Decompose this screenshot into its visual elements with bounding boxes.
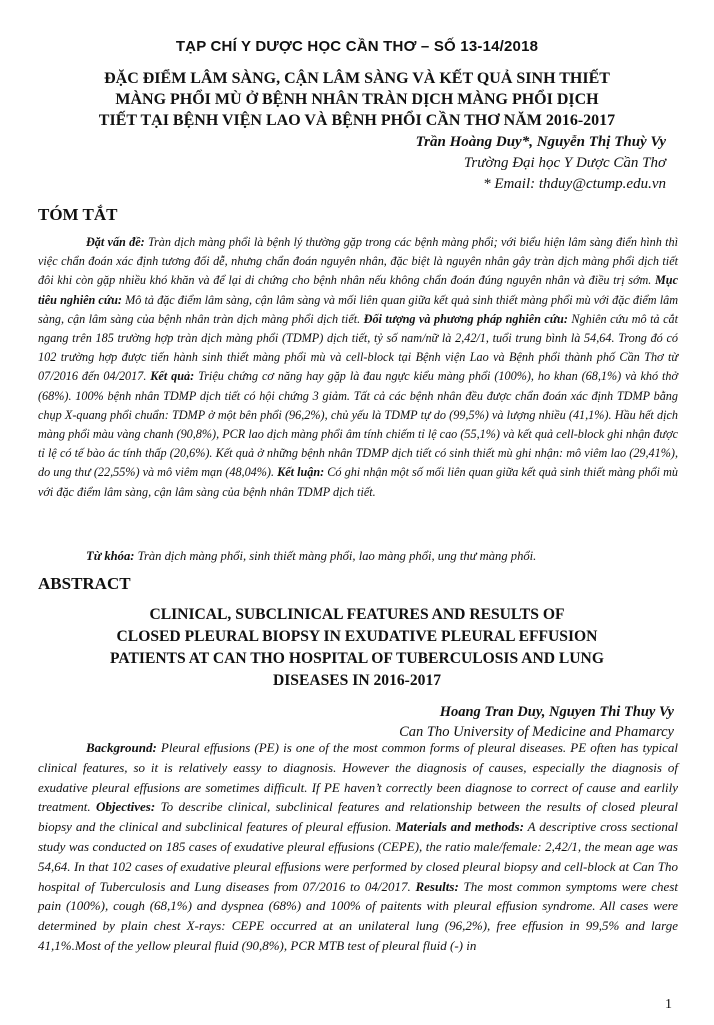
- english-authors: Hoang Tran Duy, Nguyen Thi Thuy Vy: [439, 704, 674, 720]
- english-affiliation: Can Tho University of Medicine and Phamarcy: [399, 724, 674, 740]
- vietnamese-title-line: MÀNG PHỔI MÙ Ở BỆNH NHÂN TRÀN DỊCH MÀNG PHỔI DỊCH: [115, 91, 599, 108]
- page-number: 1: [665, 997, 672, 1012]
- objectives-text: To describe clinical, subclinical features and relationship between the results of closed pleural biopsy and the clinical and subclinical features of pleural effusion.: [38, 799, 679, 835]
- english-title-line: CLINICAL, SUBCLINICAL FEATURES AND RESULTS OF: [149, 606, 565, 623]
- vietnamese-abstract-body: [38, 233, 678, 502]
- vietnamese-keywords: [38, 547, 678, 566]
- ket-luan-text: Có ghi nhận một số mối liên quan giữa kết quả sinh thiết màng phổi mù với đặc điểm lâm sàng, cận lâm sàng của bệnh nhân TDMP dịch tiết.: [38, 465, 678, 499]
- vietnamese-title-line: ĐẶC ĐIỂM LÂM SÀNG, CẬN LÂM SÀNG VÀ KẾT QUẢ SINH THIẾT: [104, 70, 610, 87]
- keywords-label: Từ khóa:: [86, 549, 135, 563]
- author-email: * Email: thduy@ctump.edu.vn: [483, 176, 666, 192]
- muc-tieu-text: Mô tả đặc điểm lâm sàng, cận lâm sàng và mối liên quan giữa kết quả sinh thiết màng phổi mù với đặc điểm lâm sàng, cận lâm sàng của bệnh nhân tràn dịch màng phổi dịch tiết.: [38, 292, 678, 326]
- english-title-line: PATIENTS AT CAN THO HOSPITAL OF TUBERCULOSIS AND LUNG: [110, 650, 604, 667]
- muc-tieu-label: Mục tiêu nghiên cứu:: [38, 273, 678, 307]
- methods-text: A descriptive cross sectional study was conducted on 185 cases of exudative pleural effusions (CEPE), the ratio male/female: 2,42/1, the mean age was 54,64. In that 102 cases of exudative pleural effusions were performed by closed pleural biopsy and cell-block at Can Tho hospital of Tuberculosis and Lung diseases from 07/2016 to 04/2017.: [38, 819, 678, 894]
- tom-tat-heading: TÓM TẮT: [38, 205, 118, 224]
- vietnamese-authors: Trần Hoàng Duy*, Nguyễn Thị Thuỳ Vy: [415, 134, 666, 150]
- english-title-line: CLOSED PLEURAL BIOPSY IN EXUDATIVE PLEURAL EFFUSION: [116, 628, 598, 645]
- vietnamese-affiliation: Trường Đại học Y Dược Cần Thơ: [463, 155, 666, 171]
- keywords-text: Tràn dịch màng phổi, sinh thiết màng phổi, lao màng phổi, ung thư màng phổi.: [134, 549, 537, 563]
- results-label: Results:: [415, 878, 459, 894]
- ket-qua-text: Triệu chứng cơ năng hay gặp là đau ngực kiểu màng phổi (100%), ho khan (68,1%) và khó thở (68%). 100% bệnh nhân TDMP dịch tiết có hội chứng 3 giảm. Tất cả các bệnh nhân đều được chẩn đoán xác định TDMP bằng chụp X-quang phổi chuẩn: TDMP ở một bên phổi (96,2%), chủ yếu là TDMP tự do (99,5%) và lượng nhiều (41,1%). Hầu hết dịch màng phổi màu vàng chanh (90,8%), PCR lao dịch màng phổi âm tính chiếm tỉ lệ cao (55,1%) và kết quả cell-block ghi nhận được tỉ lệ có tế bào ác tính thấp (20,6%). Kết quả ở những bệnh nhân TDMP dịch tiết có sinh thiết mù ghi nhận: mô viêm lao (29,41%), do ung thư (22,55%) và mô viêm mạn (48,04%).: [38, 369, 679, 480]
- journal-header: TẠP CHÍ Y DƯỢC HỌC CẦN THƠ – SỐ 13-14/2018: [175, 38, 539, 55]
- english-title-line: DISEASES IN 2016-2017: [272, 672, 442, 689]
- background-label: Background:: [86, 740, 157, 755]
- methods-label: Materials and methods:: [395, 819, 524, 835]
- results-text: The most common symptoms were chest pain (100%), cough (68,1%) and dyspnea (68%) and 100% of paitents with pleural effusion syndrome. All cases were determined by plain chest X-rays: CEPE occurred at an unilateral lung (96,2%), free effusion in 99,5% and large 41,1%.Most of the yellow pleural fluid (90,8%), PCR MTB test of pleural fluid (-) in: [38, 878, 678, 953]
- english-author-block: [114, 702, 674, 742]
- dat-van-de-label: Đặt vấn đề:: [86, 235, 145, 249]
- abstract-heading: ABSTRACT: [38, 574, 131, 593]
- vietnamese-title-line: TIẾT TẠI BỆNH VIỆN LAO VÀ BỆNH PHỔI CẦN THƠ NĂM 2016-2017: [98, 112, 616, 129]
- english-title: [40, 604, 674, 692]
- vietnamese-title: [40, 68, 674, 131]
- doi-tuong-label: Đối tượng và phương pháp nghiên cứu:: [363, 311, 568, 326]
- vietnamese-author-block: [106, 132, 666, 195]
- english-abstract-body: [38, 738, 678, 956]
- background-text: Pleural effusions (PE) is one of the most common forms of pleural diseases. PE often has typical clinical features, so it is relatively eassy to diagnosis. However the diagnosis of causes, especially the diagnosis of exudative pleural effusions are sometimes difficult. If PE haven’t correctly been diagnose to correct of cause and earlily treatment.: [38, 740, 678, 815]
- dat-van-de-text: Tràn dịch màng phổi là bệnh lý thường gặp trong các bệnh màng phổi; với biểu hiện lâm sàng điển hình thì việc chẩn đoán xác định tương đối dễ, nhưng chẩn đoán nguyên nhân, đặc biệt là nguyên nhân gây tràn dịch màng phổi dịch tiết đôi khi còn gặp nhiều khó khăn và để lại di chứng cho bệnh nhân nếu không chẩn đoán đúng nguyên nhân và điều trị sớm.: [38, 235, 679, 288]
- doi-tuong-text: Nghiên cứu mô tả cắt ngang trên 185 trường hợp tràn dịch màng phổi (TDMP) dịch tiết, tỷ số nam/nữ là 2,42/1, tuổi trung bình là 54,64. Trong đó có 102 trường hợp được tiến hành sinh thiết màng phổi mù và cell-block tại Bệnh viện Lao và Bệnh phổi thành phố Cần Thơ từ 07/2016 đến 04/2017.: [38, 311, 678, 384]
- ket-qua-label: Kết quả:: [150, 369, 195, 384]
- objectives-label: Objectives:: [96, 799, 156, 815]
- ket-luan-label: Kết luận:: [277, 465, 325, 480]
